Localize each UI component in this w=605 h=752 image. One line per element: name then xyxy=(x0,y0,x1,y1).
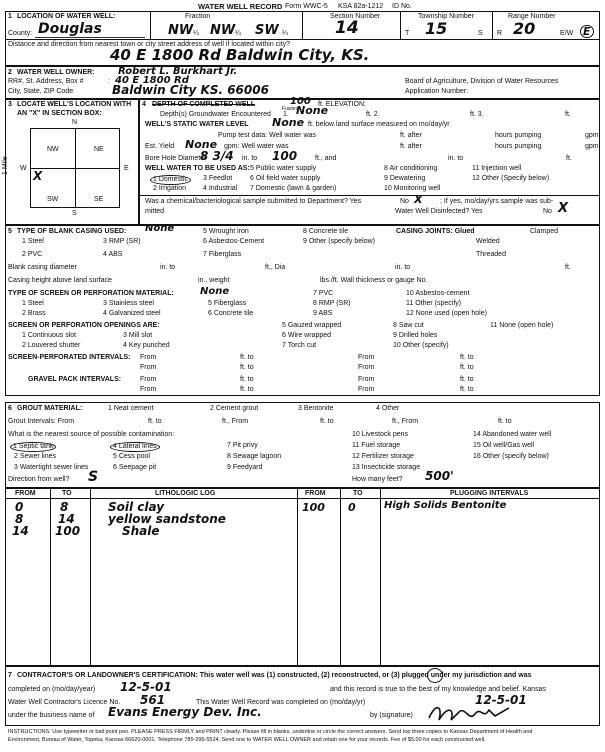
casing-type[interactable]: 1 Steel xyxy=(22,238,44,245)
city-value[interactable]: Baldwin City KS. 66006 xyxy=(112,83,269,97)
section-5-box xyxy=(5,225,600,396)
township-s: S xyxy=(478,30,483,37)
casing-type[interactable]: 5 Wrought iron xyxy=(203,228,249,235)
log-from-header: FROM xyxy=(15,490,36,497)
fraction-label: Fraction xyxy=(185,13,211,20)
use-label: WELL WATER TO BE USED AS: xyxy=(145,165,250,172)
opening-type[interactable]: 11 None (open hole) xyxy=(490,322,554,329)
gw-1: 1. xyxy=(283,111,289,118)
gravel-ft-to-2: ft. to xyxy=(460,376,474,383)
divider xyxy=(150,11,151,39)
opening-type[interactable]: 3 Mill slot xyxy=(123,332,153,339)
screen-type[interactable]: 7 PVC xyxy=(313,290,334,297)
divider xyxy=(302,11,303,39)
divider xyxy=(139,195,600,196)
screen-type[interactable]: 9 ABS xyxy=(313,310,333,317)
use-option[interactable]: 9 Dewatering xyxy=(384,175,426,182)
blank-ft-dia: ft., Dia xyxy=(265,264,286,271)
gw-3: ft. 3. xyxy=(470,111,484,118)
casing-type[interactable]: 3 RMP (SR) xyxy=(103,238,141,245)
instructions-line-1: INSTRUCTIONS: Use typewriter or ball point pen. PLEASE PRESS FIRMLY and PRINT clearly. Please fill in blanks, underline or circle the correct answers. Send top three copies to Kansas Department of Health and xyxy=(8,729,533,735)
contam-option[interactable]: 6 Seepage pit xyxy=(113,464,157,471)
how-many-feet-label: How many feet? xyxy=(352,476,403,483)
quarter-1[interactable]: NW xyxy=(168,23,194,38)
business-value[interactable]: Evans Energy Dev. Inc. xyxy=(108,705,262,719)
grout-ft-from: ft., From xyxy=(222,418,249,425)
grout-ft-to-2: ft. to xyxy=(320,418,334,425)
use-option[interactable]: 8 Air conditioning xyxy=(384,165,438,172)
township-t: T xyxy=(405,30,410,37)
grout-ft-to: ft. to xyxy=(148,418,162,425)
section-3-number: 3 xyxy=(8,101,12,108)
yield-label: Est. Yield xyxy=(145,143,175,150)
header-divider xyxy=(5,498,600,499)
yield-after: ft. after xyxy=(400,143,422,150)
address-value[interactable]: 40 E 1800 Rd xyxy=(115,75,189,86)
pump-gpm: gpm xyxy=(585,132,599,139)
contam-option[interactable]: 5 Cess pool xyxy=(113,453,150,460)
grout-option[interactable]: 1 Neat cement xyxy=(108,405,154,412)
opening-type[interactable]: 6 Wire wrapped xyxy=(282,332,332,339)
col-divider xyxy=(340,488,341,666)
location-label: LOCATION OF WATER WELL: xyxy=(17,13,116,20)
casing-type[interactable]: 4 ABS xyxy=(103,251,123,258)
direction-value[interactable]: S xyxy=(88,469,99,485)
plug-to-header: TO xyxy=(353,490,363,497)
yield-value[interactable]: None xyxy=(185,138,218,151)
county-underline xyxy=(35,37,145,38)
pump-hours: hours pumping xyxy=(495,132,542,139)
compass-n: N xyxy=(72,119,78,126)
id-number-label: ID No. xyxy=(392,3,412,10)
casing-label: TYPE OF BLANK CASING USED: xyxy=(17,228,127,235)
divider xyxy=(5,39,600,40)
height-label: Casing height above land surface xyxy=(8,277,112,284)
perf-from: From xyxy=(140,354,157,361)
quadrant-ne: NE xyxy=(94,146,104,153)
grout-option[interactable]: 2 Cement grout xyxy=(210,405,259,412)
groundwater-note: Fusion xyxy=(282,106,298,112)
screen-type[interactable]: 8 RMP (SR) xyxy=(313,300,351,307)
screen-type[interactable]: 11 Other (specify) xyxy=(406,300,462,307)
casing-type[interactable]: 8 Concrete tile xyxy=(303,228,349,235)
chem-tail-2: mitted xyxy=(145,208,165,215)
log-row-desc[interactable]: Soil clay xyxy=(108,500,165,514)
col-divider xyxy=(50,488,51,666)
screen-type[interactable]: 6 Concrete tile xyxy=(208,310,254,317)
log-row-to[interactable]: 14 xyxy=(58,512,75,526)
casing-type[interactable]: 9 Other (specify below) xyxy=(303,238,375,245)
bore-diameter[interactable]: 8 3/4 xyxy=(200,149,234,163)
bore-to: in. to xyxy=(242,155,258,162)
opening-type[interactable]: 4 Key punched xyxy=(123,342,170,349)
opening-type[interactable]: 5 Gauzed wrapped xyxy=(282,322,342,329)
plug-desc-value[interactable]: High Solids Bentonite xyxy=(384,500,507,511)
log-row-desc[interactable]: yellow sandstone xyxy=(108,512,226,526)
perf-from-3: From xyxy=(140,364,157,371)
quadrant-se: SE xyxy=(94,196,104,203)
opening-type[interactable]: 9 Drilled holes xyxy=(393,332,438,339)
grout-option[interactable]: 4 Other xyxy=(376,405,400,412)
distance-value[interactable]: 40 E 1800 Rd Baldwin City, KS. xyxy=(110,46,370,64)
contam-option[interactable]: 14 Abandoned water well xyxy=(473,431,552,438)
section-6-number: 6 xyxy=(8,405,12,412)
yield-gpm-2: gpm xyxy=(585,143,599,150)
perf-ft-to-2: ft. to xyxy=(460,354,474,361)
address-colon: : xyxy=(108,78,110,85)
contam-option[interactable]: 9 Feedyard xyxy=(227,464,263,471)
opening-type[interactable]: 8 Saw cut xyxy=(393,322,424,329)
use-option[interactable]: 3 Feedlot xyxy=(203,175,233,182)
static-level-value[interactable]: None xyxy=(272,116,305,129)
screen-type[interactable]: 5 Fiberglass xyxy=(208,300,247,307)
signature-image xyxy=(425,700,515,726)
static-level-tail: ft. below land surface measured on mo/day/yr xyxy=(308,121,450,128)
contam-option[interactable]: 2 Sewer lines xyxy=(14,453,57,460)
grout-ft-from-2: ft., From xyxy=(392,418,419,425)
plugged-circle-mark xyxy=(427,668,443,683)
distance-label: Distance and direction from nearest town or city street address of well if located within city? xyxy=(8,41,291,48)
section-number-label: Section Number xyxy=(330,13,381,20)
casing-joints-label: CASING JOINTS: Glued xyxy=(396,228,475,235)
township-value[interactable]: 15 xyxy=(425,19,448,38)
completed-value[interactable]: 12-5-01 xyxy=(120,680,172,694)
county-label: County: xyxy=(8,30,33,37)
contam-option[interactable]: 12 Fertilizer storage xyxy=(352,453,414,460)
gravel-from-2: From xyxy=(358,376,375,383)
groundwater-value[interactable]: None xyxy=(296,104,329,117)
licence-value[interactable]: 561 xyxy=(140,693,166,707)
bore-and: ft., and xyxy=(315,155,337,162)
section-value[interactable]: 14 xyxy=(335,18,359,38)
screen-type[interactable]: 4 Galvanized steel xyxy=(103,310,161,317)
city-label: City, State, ZIP Code xyxy=(8,88,74,95)
section-5-number: 5 xyxy=(8,228,12,235)
plug-from-header: FROM xyxy=(305,490,326,497)
bore-label: Bore Hole Diameter xyxy=(145,155,207,162)
grout-intervals-label: Grout Intervals: From xyxy=(8,418,75,425)
depth-label: DEPTH OF COMPLETED WELL xyxy=(152,101,256,108)
col-divider xyxy=(380,488,381,666)
owner-value[interactable]: Robert L. Burkhart Jr. xyxy=(118,66,238,77)
opening-type[interactable]: 7 Torch cut xyxy=(282,342,317,349)
mile-label: 1 Mile xyxy=(2,156,9,175)
contam-option[interactable]: 16 Other (specify below) xyxy=(473,453,549,460)
screen-type[interactable]: 10 Asbestos-cement xyxy=(406,290,470,297)
ksa-number: KSA 82a-1212 xyxy=(338,3,384,10)
bore-in: in. to xyxy=(448,155,464,162)
opening-type[interactable]: 1 Continuous slot xyxy=(22,332,77,339)
contam-option-lateral-selected[interactable]: 4 Lateral lines xyxy=(110,442,160,452)
perf-intervals-label: SCREEN-PERFORATED INTERVALS: xyxy=(8,354,131,361)
perf-ft-to-3: ft. to xyxy=(240,364,254,371)
signature-label: by (signature) xyxy=(370,712,413,719)
gravel-from: From xyxy=(140,376,157,383)
form-title: WATER WELL RECORD xyxy=(198,2,283,11)
screen-type[interactable]: 2 Brass xyxy=(22,310,46,317)
chem-label: Was a chemical/bacteriological sample submitted to Department? Yes xyxy=(145,198,362,205)
grout-label: GROUT MATERIAL: xyxy=(17,405,83,412)
certification-text: CONTRACTOR'S OR LANDOWNER'S CERTIFICATION: This water well was (1) constructed, (2) reconstructed, or (3) plugged under my jurisdiction and was xyxy=(17,672,532,679)
threaded-label: Threaded xyxy=(476,251,506,258)
blank-in-to-2: in. to xyxy=(395,264,411,271)
disinfect-no-mark[interactable]: X xyxy=(558,201,569,216)
direction-label: Direction from well? xyxy=(8,476,70,483)
quadrant-sw: SW xyxy=(47,196,59,203)
grout-ft-to-3: ft. to xyxy=(498,418,512,425)
use-option[interactable]: 10 Monitoring well xyxy=(384,185,441,192)
address-label: RR#, St. Address, Box # xyxy=(8,78,84,85)
section-7-number: 7 xyxy=(8,672,12,679)
use-option[interactable]: 12 Other (Specify below) xyxy=(472,175,550,182)
contam-option[interactable]: 11 Fuel storage xyxy=(352,442,401,449)
quarter-mark: ¼ xyxy=(235,30,241,37)
plug-to-value[interactable]: 0 xyxy=(348,501,356,514)
divider xyxy=(400,11,401,39)
contam-option[interactable]: 10 Livestock pens xyxy=(352,431,409,438)
completed-label: completed on (mo/day/year) xyxy=(8,686,96,693)
instructions-line-2: Environment, Bureau of Water, Topeka, Kansas 66620-0001. Telephone 785-296-5524. Send one to WATER WELL OWNER and retain one for your records. Fee of $5.00 for each constructed well. xyxy=(8,737,486,743)
how-many-feet-value[interactable]: 500' xyxy=(425,469,454,483)
opening-type[interactable]: 2 Louvered shutter xyxy=(22,342,81,349)
gravel-intervals-label: GRAVEL PACK INTERVALS: xyxy=(28,376,122,383)
use-option[interactable]: 4 Industrial xyxy=(203,185,238,192)
section-1-number: 1 xyxy=(8,13,12,20)
licence-tail: This Water Well Record was completed on (mo/day/yr) xyxy=(196,699,366,706)
contam-option[interactable]: 13 Insecticide storage xyxy=(352,464,421,471)
completed-tail: and this record is true to the best of my knowledge and belief. Kansas xyxy=(330,686,546,693)
divider xyxy=(492,11,493,39)
screen-label: TYPE OF SCREEN OR PERFORATION MATERIAL: xyxy=(8,290,174,297)
quarter-mark: ¼ xyxy=(193,30,199,37)
quarter-mark: ¼ xyxy=(282,30,288,37)
range-value[interactable]: 20 xyxy=(513,19,536,38)
disinfect-no-label: No xyxy=(543,208,552,215)
locate-label: LOCATE WELL'S LOCATION WITH xyxy=(17,101,132,108)
clamped-label: Clamped xyxy=(530,228,559,235)
chem-tail: ; If yes, mo/day/yrs sample was sub- xyxy=(440,198,554,205)
log-row-from[interactable]: 14 xyxy=(12,524,29,538)
locate-label-2: AN "X" IN SECTION BOX: xyxy=(17,110,102,117)
screen-type[interactable]: 1 Steel xyxy=(22,300,44,307)
grid-line xyxy=(30,168,120,169)
yield-hours: hours pumping xyxy=(495,143,542,150)
gravel-ft-to: ft. to xyxy=(240,376,254,383)
log-row-to[interactable]: 100 xyxy=(55,524,81,538)
county-value[interactable]: Douglas xyxy=(38,21,102,37)
gravel-ft-to-4: ft. to xyxy=(460,386,474,393)
blank-in-to: in. to xyxy=(160,264,176,271)
chem-no-label: No xyxy=(400,198,409,205)
opening-type[interactable]: 10 Other (specify) xyxy=(393,342,449,349)
compass-s: S xyxy=(72,210,77,217)
height-weight: in., weight xyxy=(198,277,230,284)
openings-label: SCREEN OR PERFORATION OPENINGS ARE: xyxy=(8,322,160,329)
perf-from-4: From xyxy=(358,364,375,371)
perf-ft-to: ft. to xyxy=(240,354,254,361)
use-option[interactable]: 6 Oil field water supply xyxy=(250,175,321,182)
welded-label: Welded xyxy=(476,238,500,245)
chem-no-mark[interactable]: X xyxy=(414,193,423,206)
yield-gpm: gpm: Well water was xyxy=(224,143,289,150)
blank-diameter-label: Blank casing diameter xyxy=(8,264,77,271)
screen-value[interactable]: None xyxy=(200,286,230,297)
contam-option[interactable]: 8 Sewage lagoon xyxy=(227,453,282,460)
township-label: Township Number xyxy=(418,13,475,20)
gw-2: ft. 2. xyxy=(366,111,380,118)
litho-header: LITHOLOGIC LOG xyxy=(155,490,216,497)
range-direction-e[interactable]: E xyxy=(580,25,594,38)
gravel-ft-to-3: ft. to xyxy=(240,386,254,393)
contam-option-septic-selected[interactable]: 1 Septic tank xyxy=(10,442,56,452)
board-label: Board of Agriculture, Division of Water Resources xyxy=(405,78,559,85)
screen-type[interactable]: 12 None used (open hole) xyxy=(406,310,487,317)
use-option[interactable]: 11 Injection well xyxy=(472,165,522,172)
range-ew-label: E/W xyxy=(560,30,574,37)
use-option[interactable]: 7 Domestic (lawn & garden) xyxy=(250,185,337,192)
section-2-number: 2 xyxy=(8,69,12,76)
use-option[interactable]: 5 Public water supply xyxy=(250,165,317,172)
use-option-domestic-selected[interactable]: 1 Domestic xyxy=(150,175,191,185)
record-date-value[interactable]: 12-5-01 xyxy=(475,693,527,707)
height-lbs: lbs./ft. Wall thickness or gauge No. xyxy=(320,277,428,284)
log-row-from[interactable]: 8 xyxy=(15,512,24,526)
range-label: Range Number xyxy=(508,13,556,20)
pump-after: ft. after xyxy=(400,132,422,139)
contam-option[interactable]: 3 Watertight sewer lines xyxy=(14,464,89,471)
section-4-number: 4 xyxy=(142,101,146,108)
log-row-to[interactable]: 8 xyxy=(60,500,69,514)
perf-ft-to-4: ft. to xyxy=(460,364,474,371)
col-divider xyxy=(90,488,91,666)
business-label: under the business name of xyxy=(8,712,95,719)
contam-option[interactable]: 7 Pit privy xyxy=(227,442,258,449)
quadrant-nw: NW xyxy=(47,146,59,153)
log-table xyxy=(5,488,600,666)
gw-ft: ft. xyxy=(565,111,571,118)
groundwater-label: Depth(s) Groundwater Encountered xyxy=(160,111,271,118)
quarter-2[interactable]: NW xyxy=(210,23,236,38)
well-location-mark[interactable]: X xyxy=(33,169,43,183)
log-row-desc[interactable]: Shale xyxy=(122,524,160,538)
pump-test-label: Pump test data: Well water was xyxy=(218,132,316,139)
log-row-from[interactable]: 0 xyxy=(15,500,24,514)
application-label: Application Number: xyxy=(405,88,469,95)
casing-type[interactable]: 2 PVC xyxy=(22,251,43,258)
contam-option[interactable]: 15 Oil well/Gas well xyxy=(473,442,535,449)
blank-ft: ft. xyxy=(565,264,571,271)
owner-label: WATER WELL OWNER: xyxy=(17,69,95,76)
contamination-label: What is the nearest source of possible contamination: xyxy=(8,431,175,438)
use-option[interactable]: 2 Irrigation xyxy=(153,185,187,192)
bore-ft: ft. xyxy=(566,155,572,162)
gravel-from-3: From xyxy=(140,386,157,393)
disinfect-label: Water Well Disinfected? Yes xyxy=(395,208,483,215)
depth-value[interactable]: 100 xyxy=(290,96,311,107)
log-to-header: TO xyxy=(62,490,72,497)
quarter-3[interactable]: SW xyxy=(255,23,279,38)
casing-value[interactable]: None xyxy=(145,223,175,234)
static-level-label: WELL'S STATIC WATER LEVEL xyxy=(145,121,249,128)
licence-label: Water Well Contractor's Licence No. xyxy=(8,699,121,706)
bore-depth[interactable]: 100 xyxy=(272,149,298,163)
elevation-label: ft. ELEVATION: xyxy=(318,101,366,108)
compass-w: W xyxy=(20,165,27,172)
grout-option[interactable]: 3 Bentonite xyxy=(298,405,334,412)
plug-from-value[interactable]: 100 xyxy=(302,501,325,514)
range-r: R xyxy=(497,30,503,37)
form-number: Form WWC-5 xyxy=(285,3,328,10)
casing-type[interactable]: 7 Fiberglass xyxy=(203,251,242,258)
col-divider xyxy=(297,488,298,666)
perf-from-2: From xyxy=(358,354,375,361)
plugging-header: PLUGGING INTERVALS xyxy=(450,490,529,497)
casing-type[interactable]: 6 Asbestos-Cement xyxy=(203,238,265,245)
gravel-from-4: From xyxy=(358,386,375,393)
compass-e: E xyxy=(124,165,129,172)
screen-type[interactable]: 3 Stainless steel xyxy=(103,300,154,307)
